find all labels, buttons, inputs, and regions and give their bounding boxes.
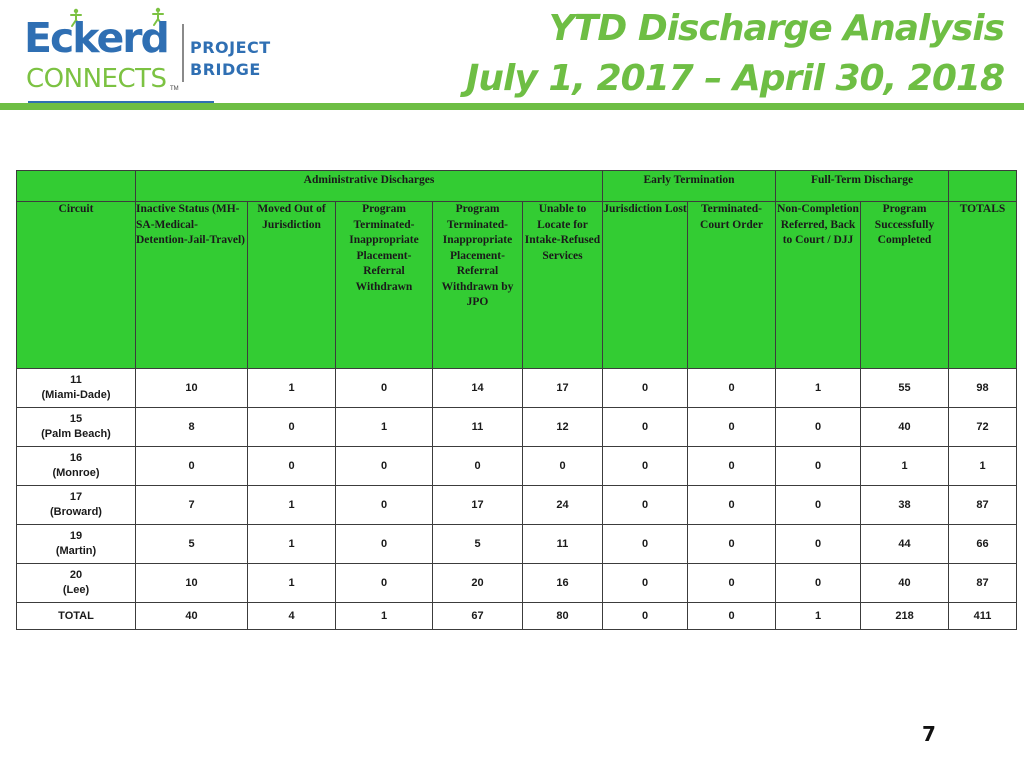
row-total-cell: 87 <box>949 486 1017 525</box>
circuit-county: (Martin) <box>55 545 97 557</box>
value-cell: 0 <box>136 447 248 486</box>
value-cell: 0 <box>776 408 861 447</box>
value-cell: 0 <box>248 447 336 486</box>
circuit-number: 19 <box>69 530 83 542</box>
value-cell: 0 <box>248 408 336 447</box>
circuit-number: 11 <box>70 374 82 386</box>
col-header-jurisdiction-lost: Jurisdiction Lost <box>603 202 688 369</box>
value-cell: 0 <box>603 564 688 603</box>
value-cell: 17 <box>433 486 523 525</box>
circuit-cell <box>17 408 136 447</box>
header-rule-green <box>0 103 1024 110</box>
group-full-term-discharge: Full-Term Discharge <box>776 171 949 202</box>
discharge-table <box>16 170 1017 630</box>
value-cell: 10 <box>136 369 248 408</box>
circuit-number: 16 <box>69 452 83 464</box>
value-cell: 0 <box>603 369 688 408</box>
total-value-cell: 67 <box>433 603 523 630</box>
circuit-county: (Lee) <box>62 584 90 596</box>
total-value-cell: 80 <box>523 603 603 630</box>
value-cell: 11 <box>433 408 523 447</box>
row-total-cell: 66 <box>949 525 1017 564</box>
value-cell: 1 <box>248 369 336 408</box>
circuit-cell <box>17 564 136 603</box>
logo-bridge-text: BRIDGE <box>190 60 261 79</box>
value-cell: 16 <box>523 564 603 603</box>
value-cell: 0 <box>603 408 688 447</box>
value-cell: 0 <box>523 447 603 486</box>
value-cell: 44 <box>861 525 949 564</box>
value-cell: 0 <box>688 564 776 603</box>
value-cell: 7 <box>136 486 248 525</box>
circuit-cell <box>17 486 136 525</box>
group-header-blank <box>17 171 136 202</box>
total-row <box>17 603 1017 630</box>
value-cell: 5 <box>136 525 248 564</box>
logo-divider <box>182 24 184 82</box>
total-value-cell: 218 <box>861 603 949 630</box>
value-cell: 55 <box>861 369 949 408</box>
value-cell: 0 <box>336 564 433 603</box>
group-header-row <box>17 171 1017 202</box>
col-header-non-completion: Non-Completion Referred, Back to Court / DJJ <box>776 202 861 369</box>
total-value-cell: 0 <box>603 603 688 630</box>
circuit-county: (Broward) <box>50 506 102 518</box>
col-header-terminated-court-order: Terminated-Court Order <box>688 202 776 369</box>
table-row <box>17 369 1017 408</box>
value-cell: 5 <box>433 525 523 564</box>
value-cell: 20 <box>433 564 523 603</box>
value-cell: 1 <box>248 525 336 564</box>
logo-eckerd-text: Eckerd <box>24 14 168 62</box>
value-cell: 12 <box>523 408 603 447</box>
value-cell: 0 <box>603 486 688 525</box>
total-value-cell: 4 <box>248 603 336 630</box>
value-cell: 14 <box>433 369 523 408</box>
value-cell: 40 <box>861 564 949 603</box>
value-cell: 11 <box>523 525 603 564</box>
value-cell: 0 <box>336 486 433 525</box>
circuit-county: (Monroe) <box>52 467 100 479</box>
value-cell: 1 <box>336 408 433 447</box>
value-cell: 0 <box>688 369 776 408</box>
value-cell: 24 <box>523 486 603 525</box>
logo-connects-text: CONNECTS <box>26 64 167 94</box>
logo-trademark: TM <box>170 86 179 92</box>
value-cell: 0 <box>688 486 776 525</box>
value-cell: 0 <box>688 408 776 447</box>
total-value-cell: 1 <box>776 603 861 630</box>
page-title: YTD Discharge Analysis <box>548 8 1004 49</box>
group-administrative-discharges: Administrative Discharges <box>136 171 603 202</box>
row-total-cell: 1 <box>949 447 1017 486</box>
circuit-county: (Miami-Dade) <box>41 389 111 401</box>
table-row <box>17 447 1017 486</box>
group-early-termination: Early Termination <box>603 171 776 202</box>
value-cell: 0 <box>336 525 433 564</box>
table-row <box>17 408 1017 447</box>
value-cell: 0 <box>336 447 433 486</box>
circuit-cell <box>17 369 136 408</box>
col-header-unable-to-locate: Unable to Locate for Intake-Refused Services <box>523 202 603 369</box>
column-header-row <box>17 202 1017 369</box>
value-cell: 38 <box>861 486 949 525</box>
value-cell: 0 <box>776 447 861 486</box>
value-cell: 0 <box>603 447 688 486</box>
col-header-totals: TOTALS <box>949 202 1017 369</box>
row-total-cell: 72 <box>949 408 1017 447</box>
total-value-cell: 40 <box>136 603 248 630</box>
logo-project-text: PROJECT <box>190 38 271 57</box>
value-cell: 0 <box>776 486 861 525</box>
value-cell: 1 <box>248 564 336 603</box>
page-number: 7 <box>922 722 936 746</box>
value-cell: 0 <box>688 525 776 564</box>
table-row <box>17 525 1017 564</box>
col-header-successfully-completed: Program Successfully Completed <box>861 202 949 369</box>
value-cell: 0 <box>336 369 433 408</box>
circuit-number: 17 <box>69 491 83 503</box>
grand-total-cell: 411 <box>949 603 1017 630</box>
value-cell: 17 <box>523 369 603 408</box>
page-subtitle-date-range: July 1, 2017 – April 30, 2018 <box>466 58 1004 99</box>
value-cell: 0 <box>776 525 861 564</box>
circuit-cell <box>17 525 136 564</box>
value-cell: 40 <box>861 408 949 447</box>
table-row <box>17 486 1017 525</box>
table-row <box>17 564 1017 603</box>
value-cell: 1 <box>861 447 949 486</box>
value-cell: 1 <box>776 369 861 408</box>
circuit-number: 20 <box>69 569 83 581</box>
total-label: TOTAL <box>17 603 136 630</box>
value-cell: 0 <box>776 564 861 603</box>
circuit-number: 15 <box>69 413 83 425</box>
circuit-cell <box>17 447 136 486</box>
value-cell: 0 <box>688 447 776 486</box>
value-cell: 10 <box>136 564 248 603</box>
col-header-inactive-status: Inactive Status (MH-SA-Medical-Detention-Jail-Travel) <box>136 202 248 369</box>
col-header-moved-out: Moved Out of Jurisdiction <box>248 202 336 369</box>
total-value-cell: 1 <box>336 603 433 630</box>
col-header-program-terminated-withdrawn-by-jpo: Program Terminated-Inappropriate Placement-Referral Withdrawn by JPO <box>433 202 523 369</box>
value-cell: 8 <box>136 408 248 447</box>
col-header-circuit: Circuit <box>17 202 136 369</box>
row-total-cell: 98 <box>949 369 1017 408</box>
circuit-county: (Palm Beach) <box>41 428 111 440</box>
group-header-blank-totals <box>949 171 1017 202</box>
eckerd-connects-logo <box>22 4 272 104</box>
value-cell: 0 <box>603 525 688 564</box>
col-header-program-terminated-referral-withdrawn: Program Terminated-Inappropriate Placement-Referral Withdrawn <box>336 202 433 369</box>
value-cell: 1 <box>248 486 336 525</box>
row-total-cell: 87 <box>949 564 1017 603</box>
total-value-cell: 0 <box>688 603 776 630</box>
value-cell: 0 <box>433 447 523 486</box>
